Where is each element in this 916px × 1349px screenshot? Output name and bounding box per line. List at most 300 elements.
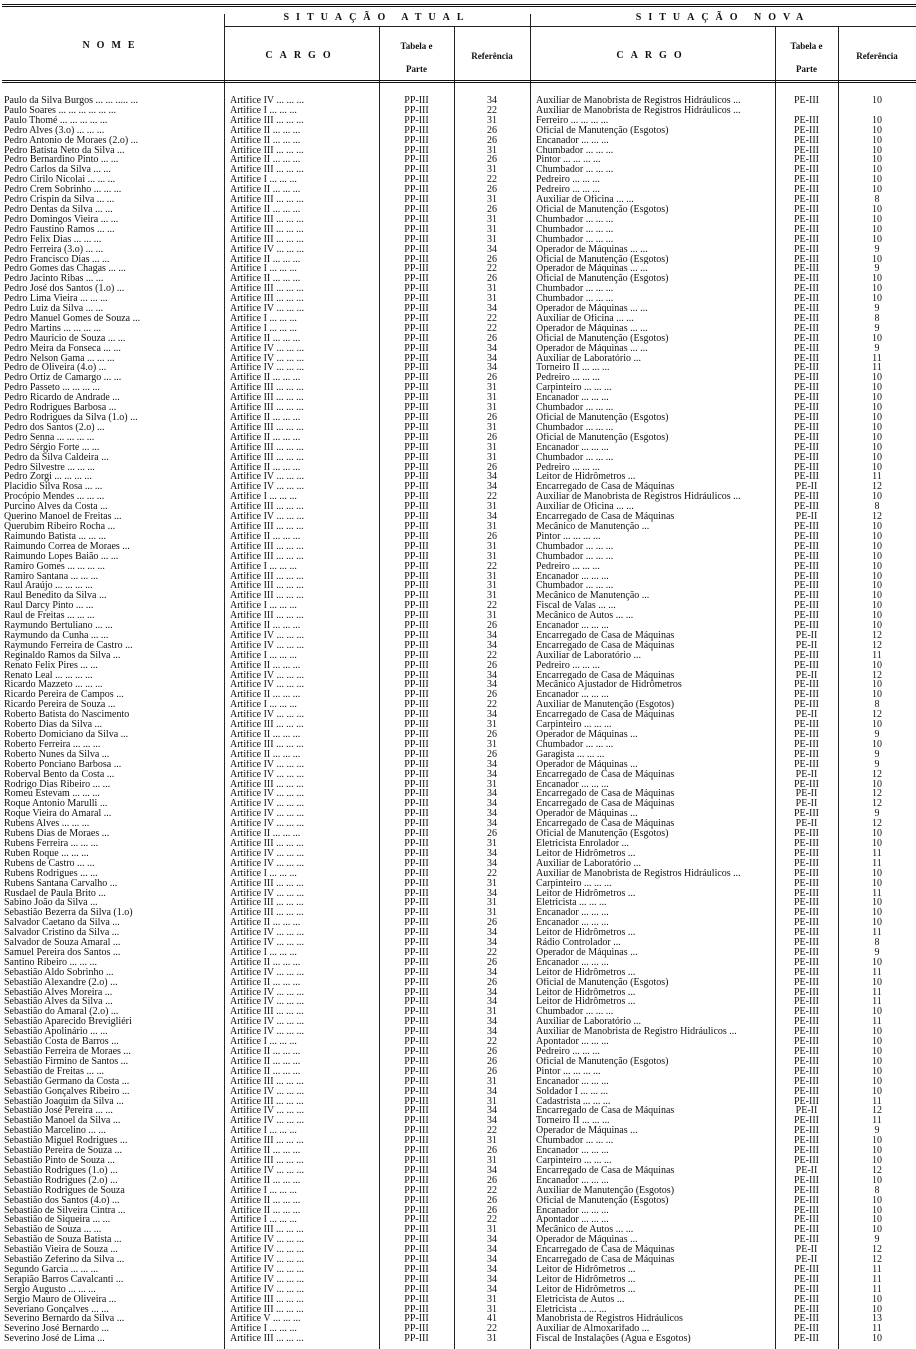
header-nome: NOME xyxy=(82,40,142,51)
tabela-nova-cell: PE-III xyxy=(794,1037,819,1047)
table-row xyxy=(0,760,916,770)
cargo-novo-cell: Manobrista de Registros Hidráulicos xyxy=(536,1314,683,1325)
referencia-nova-cell: 10 xyxy=(872,868,882,879)
tabela-nova-cell: PE-III xyxy=(794,1225,819,1236)
tabela-nova-cell: PE-III xyxy=(794,1314,819,1325)
cargo-novo-cell: Auxiliar de Manobrista de Registros Hidráulicos ... xyxy=(536,492,741,503)
referencia-atual-cell: 26 xyxy=(487,125,497,136)
cargo-novo-cell: Operador de Máquinas ... xyxy=(536,1126,638,1137)
cargo-atual-cell: Artifice IV ... ... ... xyxy=(230,987,304,998)
cargo-novo-cell: Auxiliar de Laboratório ... xyxy=(536,650,641,661)
cargo-novo-cell: Encanador ... ... ... xyxy=(536,918,609,929)
cargo-novo-cell: Oficial de Manutenção (Esgotos) xyxy=(536,333,669,344)
referencia-nova-cell: 10 xyxy=(872,175,882,186)
tabela-atual-cell: PP-III xyxy=(404,670,429,681)
tabela-nova-cell: PE-III xyxy=(794,185,819,196)
tabela-atual-cell: PP-III xyxy=(404,541,429,552)
tabela-atual-cell: PP-III xyxy=(404,165,429,176)
nome-cell: Sebastião Firmino de Santos ... xyxy=(4,1056,129,1067)
cargo-novo-cell: Auxiliar de Manutenção (Esgotos) xyxy=(536,700,675,711)
table-row xyxy=(0,621,916,631)
tabela-nova-cell: PE-III xyxy=(794,1056,819,1067)
tabela-atual-cell: PP-III xyxy=(404,254,429,265)
referencia-nova-cell: 11 xyxy=(872,1284,882,1295)
cargo-novo-cell: Auxiliar de Laboratório ... xyxy=(536,858,641,869)
referencia-atual-cell: 34 xyxy=(487,1284,497,1295)
cargo-atual-cell: Artifice IV ... ... ... xyxy=(230,304,304,314)
nome-cell: Samuel Pereira dos Santos ... xyxy=(4,947,121,958)
cargo-atual-cell: Artifice IV ... ... ... xyxy=(230,1116,304,1127)
nome-cell: Pedro Meira da Fonseca ... ... xyxy=(4,343,121,354)
cargo-novo-cell: Leitor de Hidrômetros ... xyxy=(536,987,636,998)
cargo-atual-cell: Artifice V ... ... ... xyxy=(230,1314,301,1325)
cargo-novo-cell: Chumbador ... ... ... xyxy=(536,214,614,225)
cargo-atual-cell: Artifice IV ... ... ... xyxy=(230,997,304,1008)
tabela-nova-cell: PE-III xyxy=(794,333,819,344)
tabela-nova-cell: PE-III xyxy=(794,838,819,849)
tabela-nova-cell: PE-III xyxy=(794,1136,819,1147)
tabela-nova-cell: PE-III xyxy=(794,422,819,433)
table-row xyxy=(0,671,916,681)
tabela-atual-cell: PP-III xyxy=(404,967,429,978)
cargo-atual-cell: Artifice III ... ... ... xyxy=(230,224,304,235)
cargo-novo-cell: Encanador ... ... ... xyxy=(536,1146,609,1156)
cargo-atual-cell: Artifice II ... ... ... xyxy=(230,977,301,988)
referencia-nova-cell: 10 xyxy=(872,333,882,344)
table-row xyxy=(0,512,916,522)
table-row xyxy=(0,363,916,373)
table-row xyxy=(0,680,916,690)
tabela-atual-cell: PP-III xyxy=(404,938,429,948)
cargo-novo-cell: Encarregado de Casa de Máquinas xyxy=(536,1245,675,1256)
tabela-atual-cell: PP-III xyxy=(404,789,429,800)
cargo-atual-cell: Artifice IV ... ... ... xyxy=(230,1017,304,1028)
referencia-nova-cell: 12 xyxy=(872,1106,882,1117)
tabela-nova-cell: PE-III xyxy=(794,1017,819,1028)
referencia-nova-cell: 10 xyxy=(872,1294,882,1305)
referencia-atual-cell: 22 xyxy=(487,947,497,958)
referencia-nova-cell: 10 xyxy=(872,462,882,473)
nome-cell: Pedro Senna ... ... ... ... xyxy=(4,432,95,443)
referencia-nova-cell: 10 xyxy=(872,1037,882,1047)
nome-cell: Ramiro Gomes ... ... ... ... xyxy=(4,561,105,572)
tabela-atual-cell: PP-III xyxy=(404,452,429,463)
cargo-atual-cell: Artifice IV ... ... ... xyxy=(230,96,304,106)
nome-cell: Sebastião Germano da Costa ... xyxy=(4,1076,130,1087)
cargo-novo-cell: Auxiliar de Manobrista de Registros Hidráulicos ... xyxy=(536,105,741,116)
tabela-nova-cell: PE-III xyxy=(794,1155,819,1166)
referencia-nova-cell: 11 xyxy=(872,1017,882,1028)
header-tabela-nova xyxy=(775,40,838,76)
nome-cell: Sebastião Miguel Rodrigues ... xyxy=(4,1136,128,1147)
cargo-novo-cell: Chumbador ... ... ... xyxy=(536,145,614,156)
referencia-nova-cell: 11 xyxy=(872,888,882,899)
tabela-atual-cell: PP-III xyxy=(404,204,429,215)
nome-cell: Pedro José dos Santos (1.o) ... xyxy=(4,284,125,295)
referencia-atual-cell: 31 xyxy=(487,739,497,750)
cargo-novo-cell: Oficial de Manutenção (Esgotos) xyxy=(536,204,669,215)
tabela-nova-cell: PE-III xyxy=(794,829,819,839)
referencia-nova-cell: 10 xyxy=(872,739,882,750)
nome-cell: Sebastião Alexandre (2.o) ... xyxy=(4,977,118,988)
nome-cell: Ricardo Mazzeto ... ... ... xyxy=(4,680,103,691)
cargo-novo-cell: Leitor de Hidrômetros ... xyxy=(536,472,636,483)
table-row xyxy=(0,601,916,611)
referencia-atual-cell: 26 xyxy=(487,977,497,988)
referencia-atual-cell: 34 xyxy=(487,1027,497,1038)
referencia-nova-cell: 12 xyxy=(872,769,882,780)
referencia-atual-cell: 34 xyxy=(487,680,497,691)
tabela-nova-cell: PE-III xyxy=(794,96,819,106)
referencia-atual-cell: 31 xyxy=(487,145,497,156)
cargo-atual-cell: Artifice IV ... ... ... xyxy=(230,353,304,364)
table-row xyxy=(0,889,916,899)
referencia-atual-cell: 31 xyxy=(487,115,497,126)
cargo-atual-cell: Artifice III ... ... ... xyxy=(230,442,304,453)
cargo-novo-cell: Torneiro II ... ... ... xyxy=(536,1116,610,1127)
nome-cell: Raimundo Correa de Moraes ... xyxy=(4,541,130,552)
nome-cell: Pedro Rodrigues Barbosa ... xyxy=(4,403,117,413)
nome-cell: Roberto Dias da Silva ... xyxy=(4,720,103,730)
tabela-atual-cell: PP-III xyxy=(404,551,429,562)
tabela-atual-cell: PP-III xyxy=(404,819,429,830)
tabela-nova-cell: PE-III xyxy=(794,175,819,186)
nome-cell: Pedro Rodrigues da Silva (1.o) ... xyxy=(4,413,138,423)
tabela-nova-cell: PE-III xyxy=(794,918,819,929)
referencia-nova-cell: 10 xyxy=(872,1304,882,1315)
tabela-nova-cell: PE-III xyxy=(794,313,819,324)
table-row xyxy=(0,958,916,968)
tabela-atual-cell: PP-III xyxy=(404,1096,429,1107)
tabela-atual-cell: PP-III xyxy=(404,1255,429,1265)
referencia-atual-cell: 34 xyxy=(487,512,497,522)
nome-cell: Pedro da Silva Caldeira ... xyxy=(4,452,109,463)
nome-cell: Severino José de Lima ... xyxy=(4,1334,105,1345)
tabela-atual-cell: PP-III xyxy=(404,1274,429,1285)
cargo-atual-cell: Artifice IV ... ... ... xyxy=(230,759,304,770)
tabela-atual-cell: PP-III xyxy=(404,1324,429,1335)
referencia-nova-cell: 9 xyxy=(874,947,880,958)
table-row xyxy=(0,1255,916,1265)
referencia-nova-cell: 12 xyxy=(872,640,882,651)
nome-cell: Rubens de Castro ... ... xyxy=(4,858,95,869)
tabela-atual-cell: PP-III xyxy=(404,908,429,919)
tabela-atual-cell: PP-III xyxy=(404,1264,429,1275)
tabela-nova-cell: PE-III xyxy=(794,1066,819,1077)
nome-cell: Roberto Nunes da Silva ... xyxy=(4,749,110,760)
nome-cell: Pedro Lima Vieira ... ... ... xyxy=(4,294,108,305)
referencia-nova-cell: 10 xyxy=(872,294,882,305)
referencia-atual-cell: 34 xyxy=(487,363,497,374)
nome-cell: Sebastião de Freitas ... ... xyxy=(4,1066,104,1077)
nome-cell: Pedro Silvestre ... ... ... xyxy=(4,462,95,473)
tabela-atual-cell: PP-III xyxy=(404,531,429,542)
cargo-novo-cell: Encarregado de Casa de Máquinas xyxy=(536,819,675,830)
referencia-atual-cell: 31 xyxy=(487,908,497,919)
cargo-novo-cell: Torneiro II ... ... ... xyxy=(536,363,610,374)
table-row xyxy=(0,1265,916,1275)
cargo-novo-cell: Auxiliar de Manobrista de Registros Hidráulicos ... xyxy=(536,868,741,879)
referencia-atual-cell: 22 xyxy=(487,1037,497,1047)
nome-cell: Pedro Domingos Vieira ... ... xyxy=(4,214,119,225)
tabela-nova-cell: PE-III xyxy=(794,432,819,443)
cargo-atual-cell: Artifice III ... ... ... xyxy=(230,1225,304,1236)
referencia-nova-cell: 10 xyxy=(872,145,882,156)
table-row xyxy=(0,1176,916,1186)
referencia-atual-cell: 31 xyxy=(487,1334,497,1345)
tabela-atual-cell: PP-III xyxy=(404,1126,429,1137)
referencia-atual-cell: 26 xyxy=(487,185,497,196)
cargo-atual-cell: Artifice III ... ... ... xyxy=(230,1334,304,1345)
table-row xyxy=(0,96,916,106)
referencia-nova-cell: 10 xyxy=(872,1047,882,1057)
referencia-atual-cell: 34 xyxy=(487,482,497,493)
cargo-novo-cell: Auxiliar de Almoxarifado ... xyxy=(536,1324,650,1335)
tabela-atual-cell: PP-III xyxy=(404,1066,429,1077)
cargo-atual-cell: Artifice I ... ... ... xyxy=(230,1126,297,1137)
referencia-atual-cell: 26 xyxy=(487,155,497,166)
referencia-nova-cell: 10 xyxy=(872,660,882,671)
cargo-novo-cell: Chumbador ... ... ... xyxy=(536,452,614,463)
tabela-atual-cell: PP-III xyxy=(404,333,429,344)
cargo-atual-cell: Artifice IV ... ... ... xyxy=(230,1245,304,1256)
cargo-novo-cell: Auxiliar de Manutenção (Esgotos) xyxy=(536,1185,675,1196)
nome-cell: Segundo Garcia ... ... ... xyxy=(4,1264,99,1275)
nome-cell: Raul Benedito da Silva ... xyxy=(4,591,107,602)
referencia-atual-cell: 34 xyxy=(487,799,497,810)
tabela-nova-cell: PE-III xyxy=(794,1195,819,1206)
referencia-nova-cell: 11 xyxy=(872,1264,882,1275)
cargo-atual-cell: Artifice I ... ... ... xyxy=(230,1185,297,1196)
tabela-atual-cell: PP-III xyxy=(404,561,429,572)
tabela-nova-cell: PE-III xyxy=(794,1126,819,1137)
referencia-atual-cell: 31 xyxy=(487,1007,497,1018)
nome-cell: Pedro Gomes das Chagas ... ... xyxy=(4,264,126,275)
cargo-novo-cell: Oficial de Manutenção (Esgotos) xyxy=(536,125,669,136)
table-row xyxy=(0,799,916,809)
table-row xyxy=(0,393,916,403)
table-row xyxy=(0,463,916,473)
tabela-nova-cell: PE-III xyxy=(794,997,819,1008)
table-row xyxy=(0,383,916,393)
cargo-atual-cell: Artifice III ... ... ... xyxy=(230,165,304,176)
cargo-novo-cell: Chumbador ... ... ... xyxy=(536,1007,614,1018)
cargo-atual-cell: Artifice II ... ... ... xyxy=(230,1066,301,1077)
cargo-atual-cell: Artifice I ... ... ... xyxy=(230,1037,297,1047)
table-row xyxy=(0,274,916,284)
tabela-nova-cell: PE-III xyxy=(794,353,819,364)
referencia-atual-cell: 31 xyxy=(487,551,497,562)
tabela-atual-cell: PP-III xyxy=(404,294,429,305)
cargo-atual-cell: Artifice II ... ... ... xyxy=(230,135,301,146)
tabela-atual-cell: PP-III xyxy=(404,224,429,235)
table-row xyxy=(0,106,916,116)
referencia-nova-cell: 10 xyxy=(872,690,882,701)
tabela-atual-cell: PP-III xyxy=(404,630,429,641)
referencia-atual-cell: 31 xyxy=(487,214,497,225)
tabela-atual-cell: PP-III xyxy=(404,621,429,631)
referencia-nova-cell: 10 xyxy=(872,571,882,582)
nome-cell: Sebastião Alves Moreira ... xyxy=(4,987,113,998)
tabela-nova-cell: PE-III xyxy=(794,739,819,750)
cargo-atual-cell: Artifice III ... ... ... xyxy=(230,898,304,909)
tabela-atual-cell: PP-III xyxy=(404,591,429,602)
tabela-atual-cell: PP-III xyxy=(404,987,429,998)
table-row xyxy=(0,403,916,413)
table-row xyxy=(0,661,916,671)
cargo-atual-cell: Artifice IV ... ... ... xyxy=(230,1086,304,1097)
tabela-atual-cell: PP-III xyxy=(404,809,429,820)
referencia-nova-cell xyxy=(838,106,916,116)
nome-cell: Rubens Dias de Moraes ... xyxy=(4,829,110,839)
cargo-atual-cell: Artifice I ... ... ... xyxy=(230,868,297,879)
cargo-novo-cell: Oficial de Manutenção (Esgotos) xyxy=(536,1056,669,1067)
table-row xyxy=(0,1037,916,1047)
tabela-atual-cell: PP-III xyxy=(404,749,429,760)
cargo-novo-cell: Chumbador ... ... ... xyxy=(536,224,614,235)
cargo-atual-cell: Artifice IV ... ... ... xyxy=(230,888,304,899)
referencia-nova-cell: 10 xyxy=(872,1225,882,1236)
cargo-novo-cell: Mecânico de Autos ... ... xyxy=(536,1225,634,1236)
cargo-atual-cell: Artifice III ... ... ... xyxy=(230,581,304,592)
table-row xyxy=(0,373,916,383)
nome-cell: Pedro Sérgio Forte ... ... xyxy=(4,442,100,453)
tabela-atual-cell: PP-III xyxy=(404,403,429,413)
tabela-atual-cell: PP-III xyxy=(404,512,429,522)
tabela-atual-cell: PP-III xyxy=(404,353,429,364)
nome-cell: Renato Leal ... ... ... ... xyxy=(4,670,93,681)
referencia-nova-cell: 10 xyxy=(872,284,882,295)
referencia-nova-cell: 13 xyxy=(872,1314,882,1325)
cargo-novo-cell: Mecânico de Manutenção ... xyxy=(536,521,650,532)
cargo-novo-cell: Leitor de Hidrômetros ... xyxy=(536,967,636,978)
cargo-novo-cell: Chumbador ... ... ... xyxy=(536,551,614,562)
cargo-novo-cell: Apontador ... ... ... xyxy=(536,1215,609,1226)
referencia-nova-cell: 10 xyxy=(872,403,882,413)
referencia-atual-cell: 34 xyxy=(487,304,497,314)
tabela-atual-cell: PP-III xyxy=(404,155,429,166)
tabela-nova-cell: PE-III xyxy=(794,204,819,215)
nome-cell: Ruben Roque ... ... ... xyxy=(4,848,89,859)
cargo-novo-cell: Encanador ... ... ... xyxy=(536,779,609,790)
referencia-nova-cell: 10 xyxy=(872,1056,882,1067)
cargo-atual-cell: Artifice III ... ... ... xyxy=(230,739,304,750)
referencia-atual-cell: 34 xyxy=(487,670,497,681)
cargo-novo-cell: Pintor ... ... ... ... xyxy=(536,155,601,166)
table-row xyxy=(0,284,916,294)
tabela-atual-cell: PP-III xyxy=(404,571,429,582)
cargo-novo-cell: Leitor de Hidrômetros ... xyxy=(536,1264,636,1275)
tabela-atual-cell: PP-III xyxy=(404,422,429,433)
nome-cell: Santino Ribeiro ... ... ... xyxy=(4,957,98,968)
cargo-atual-cell: Artifice III ... ... ... xyxy=(230,541,304,552)
cargo-novo-cell: Operador de Máquinas ... xyxy=(536,730,638,740)
cargo-atual-cell: Artifice II ... ... ... xyxy=(230,957,301,968)
referencia-nova-cell: 12 xyxy=(872,789,882,800)
tabela-nova-cell: PE-III xyxy=(794,1264,819,1275)
table-row xyxy=(0,334,916,344)
cargo-novo-cell: Encarregado de Casa de Máquinas xyxy=(536,640,675,651)
tabela-atual-cell: PP-III xyxy=(404,393,429,404)
cargo-novo-cell: Leitor de Hidrômetros ... xyxy=(536,1274,636,1285)
referencia-atual-cell: 34 xyxy=(487,472,497,483)
cargo-novo-cell: Encarregado de Casa de Máquinas xyxy=(536,482,675,493)
cargo-novo-cell: Fiscal de Valas ... ... xyxy=(536,601,616,612)
referencia-atual-cell: 26 xyxy=(487,333,497,344)
referencia-nova-cell: 11 xyxy=(872,1096,882,1107)
nome-cell: Pedro Faustino Ramos ... ... xyxy=(4,224,115,235)
referencia-nova-cell: 9 xyxy=(874,730,880,740)
cargo-novo-cell: Eletricista ... ... ... xyxy=(536,898,607,909)
nome-cell: Pedro de Oliveira (4.o) ... xyxy=(4,363,107,374)
nome-cell: Sabino João da Silva ... xyxy=(4,898,98,909)
referencia-nova-cell: 12 xyxy=(872,710,882,721)
tabela-atual-cell: PP-III xyxy=(404,502,429,513)
tabela-nova-cell: PE-III xyxy=(794,1047,819,1057)
tabela-nova-cell: PE-III xyxy=(794,383,819,394)
cargo-atual-cell: Artifice II ... ... ... xyxy=(230,1205,301,1216)
tabela-nova-cell: PE-III xyxy=(794,234,819,245)
tabela-atual-cell: PP-III xyxy=(404,383,429,394)
referencia-nova-cell: 10 xyxy=(872,492,882,503)
nome-cell: Purcino Alves da Costa ... xyxy=(4,502,108,513)
cargo-atual-cell: Artifice II ... ... ... xyxy=(230,621,301,631)
nome-cell: Paulo Thomé ... ... ... ... ... xyxy=(4,115,108,126)
nome-cell: Pedro Francisco Dias ... ... xyxy=(4,254,110,265)
referencia-nova-cell: 11 xyxy=(872,1274,882,1285)
tabela-nova-cell: PE-III xyxy=(794,224,819,235)
tabela-atual-cell: PP-III xyxy=(404,1195,429,1206)
table-row xyxy=(0,631,916,641)
tabela-atual-cell: PP-III xyxy=(404,1225,429,1236)
referencia-atual-cell: 22 xyxy=(487,323,497,334)
referencia-atual-cell: 34 xyxy=(487,1235,497,1246)
referencia-atual-cell: 31 xyxy=(487,591,497,602)
cargo-novo-cell: Chumbador ... ... ... xyxy=(536,234,614,245)
nome-cell: Pedro Dentas da Silva ... ... xyxy=(4,204,113,215)
tabela-atual-cell: PP-III xyxy=(404,145,429,156)
tabela-atual-cell: PP-III xyxy=(404,888,429,899)
table-row xyxy=(0,641,916,651)
referencia-nova-cell: 11 xyxy=(872,472,882,483)
referencia-atual-cell: 26 xyxy=(487,432,497,443)
tabela-nova-cell: PE-III xyxy=(794,898,819,909)
tabela-atual-cell: PP-III xyxy=(404,650,429,661)
nome-cell: Roberto Domiciano da Silva ... xyxy=(4,730,129,740)
table-row xyxy=(0,1017,916,1027)
referencia-atual-cell: 34 xyxy=(487,1264,497,1275)
tabela-atual-cell: PP-III xyxy=(404,363,429,374)
table-row xyxy=(0,155,916,165)
tabela-nova-cell: PE-III xyxy=(794,1076,819,1087)
referencia-nova-cell: 12 xyxy=(872,799,882,810)
cargo-atual-cell: Artifice III ... ... ... xyxy=(230,1304,304,1315)
referencia-nova-cell: 8 xyxy=(874,1185,880,1196)
cargo-atual-cell: Artifice II ... ... ... xyxy=(230,274,301,285)
header-situacao-nova: SITUAÇÃO NOVA xyxy=(635,12,811,23)
cargo-novo-cell: Encarregado de Casa de Máquinas xyxy=(536,769,675,780)
cargo-atual-cell: Artifice I ... ... ... xyxy=(230,601,297,612)
cargo-atual-cell: Artifice IV ... ... ... xyxy=(230,1106,304,1117)
tabela-atual-cell: PP-III xyxy=(404,432,429,443)
tabela-atual-cell: PP-III xyxy=(404,244,429,255)
tabela-atual-cell: PP-III xyxy=(404,1106,429,1117)
table-row xyxy=(0,1305,916,1315)
header-referencia-atual: Referência xyxy=(471,51,513,61)
referencia-nova-cell: 10 xyxy=(872,422,882,433)
tabela-nova-cell: PE-III xyxy=(794,1294,819,1305)
cargo-atual-cell: Artifice IV ... ... ... xyxy=(230,1264,304,1275)
